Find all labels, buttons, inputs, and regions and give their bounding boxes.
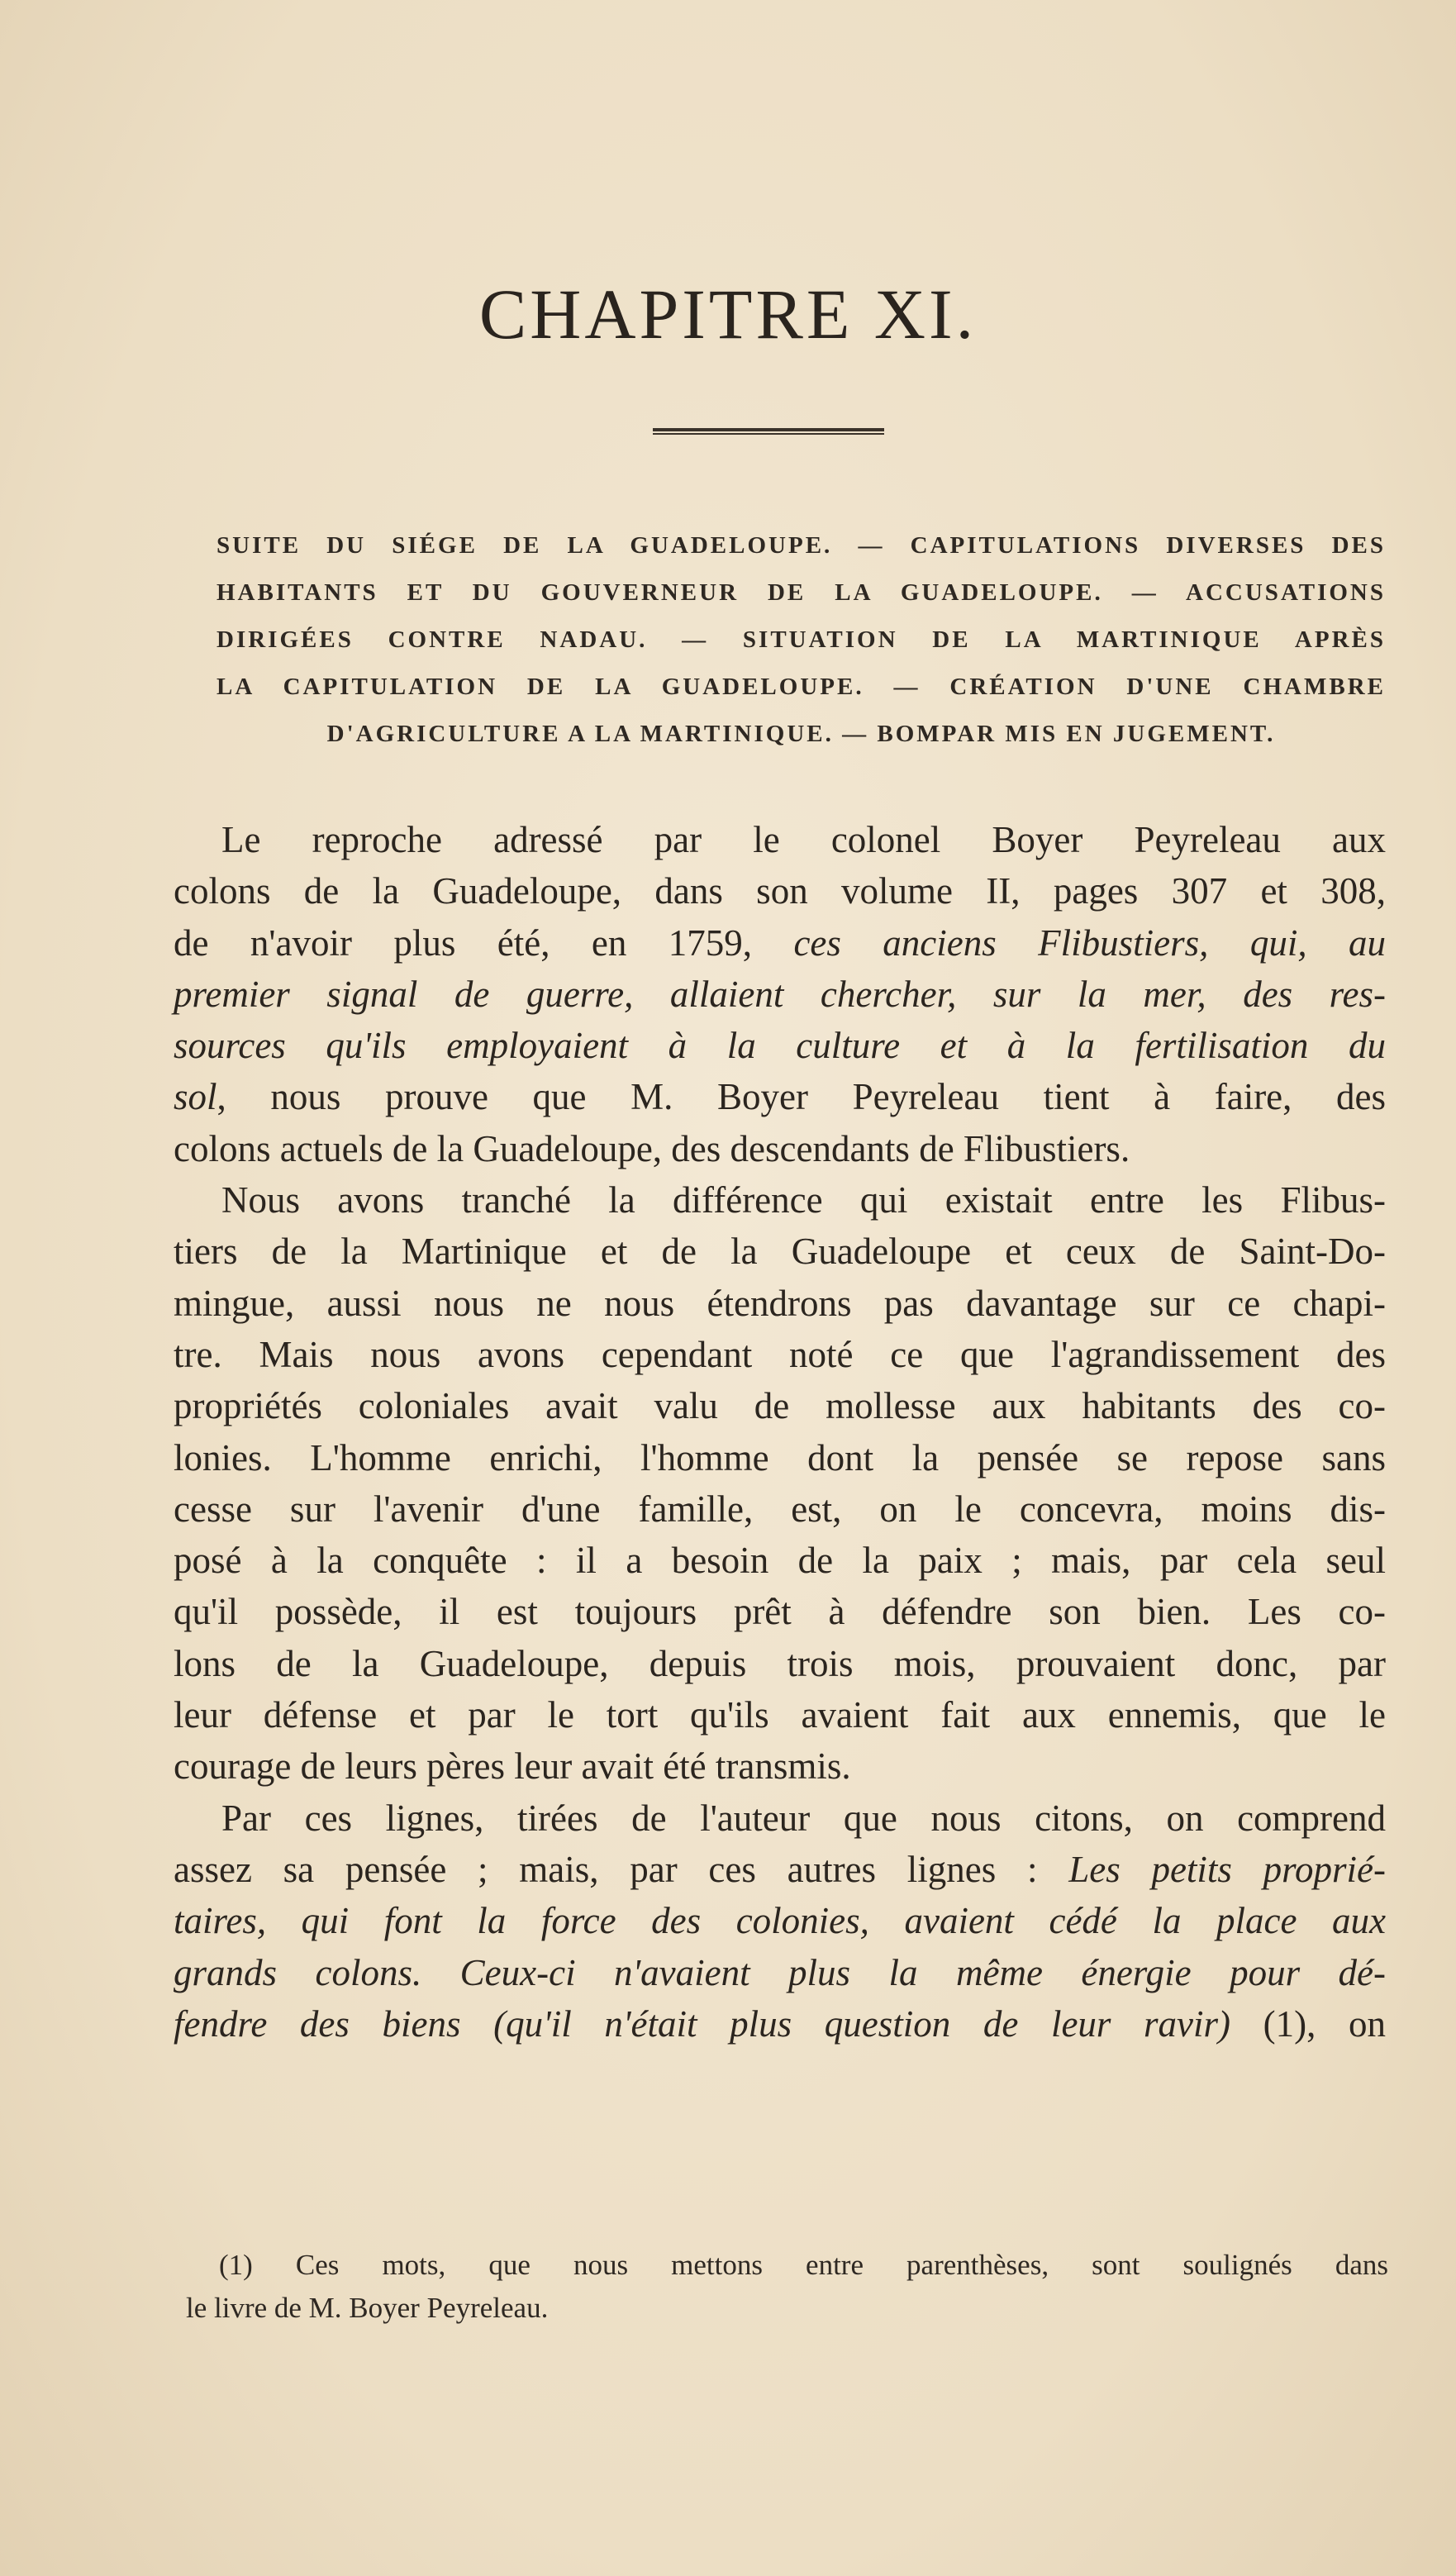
summary-line: DIRIGÉES CONTRE NADAU. — SITUATION DE LA MARTINIQUE APRÈS <box>216 626 1386 653</box>
body-line <box>174 1947 1386 1998</box>
quotation-span: premier signal de guerre, allaient chercher, sur la mer, des res- <box>174 973 1386 1015</box>
body-line: courage de leurs pères leur avait été transmis. <box>174 1745 851 1788</box>
body-line: colons de la Guadeloupe, dans son volume II, pages 307 et 308, <box>174 870 1386 912</box>
body-line <box>174 1895 1386 1946</box>
footnote-line: le livre de M. Boyer Peyreleau. <box>186 2292 549 2324</box>
body-line: mingue, aussi nous ne nous étendrons pas davantage sur ce chapi- <box>174 1282 1386 1324</box>
summary-line: D'AGRICULTURE A LA MARTINIQUE. — BOMPAR MIS EN JUGEMENT. <box>326 721 1276 747</box>
body-line: Par ces lignes, tirées de l'auteur que nous citons, on comprend <box>221 1797 1386 1839</box>
quotation-span: fendre des biens <box>174 2002 494 2045</box>
footnote <box>186 2244 1388 2330</box>
body-text <box>174 814 1386 2050</box>
quotation-span: grands colons. Ceux-ci n'avaient plus la même énergie pour dé- <box>174 1951 1386 1993</box>
summary-line: HABITANTS ET DU GOUVERNEUR DE LA GUADELOUPE. — ACCUSATIONS <box>216 579 1386 606</box>
body-line: tre. Mais nous avons cependant noté ce que l'agrandissement des <box>174 1333 1386 1375</box>
quotation-span: ces anciens Flibustiers, qui, au <box>793 921 1386 964</box>
body-line: cesse sur l'avenir d'une famille, est, on le concevra, moins dis- <box>174 1488 1386 1530</box>
body-line <box>174 1998 1386 2050</box>
chapter-title: CHAPITRE XI. <box>478 274 978 354</box>
footnote-line: (1) Ces mots, que nous mettons entre parenthèses, sont soulignés dans <box>219 2249 1388 2281</box>
body-line: propriétés coloniales avait valu de mollesse aux habitants des co- <box>174 1385 1386 1427</box>
quotation-span: taires, qui font la force des colonies, avaient cédé la place aux <box>174 1900 1386 1942</box>
summary-line: SUITE DU SIÉGE DE LA GUADELOUPE. — CAPITULATIONS DIVERSES DES <box>216 532 1386 559</box>
quotation-span: Les petits proprié- <box>1068 1848 1386 1890</box>
body-line: posé à la conquête : il a besoin de la paix ; mais, par cela seul <box>174 1540 1386 1582</box>
body-line: Le reproche adressé par le colonel Boyer Peyreleau aux <box>221 819 1386 860</box>
body-line: Nous avons tranché la différence qui existait entre les Flibus- <box>221 1179 1386 1221</box>
footnote-reference: (1), on <box>1230 2002 1387 2045</box>
body-line: leur défense et par le tort qu'ils avaient fait aux ennemis, que le <box>174 1694 1386 1736</box>
quotation-span: (qu'il n'était plus question de leur ravir) <box>493 2002 1231 2045</box>
body-line: colons actuels de la Guadeloupe, des descendants de Flibustiers. <box>174 1127 1130 1169</box>
body-text-span: de n'avoir plus été, en 1759, <box>174 921 794 964</box>
body-line <box>174 1020 1386 1071</box>
body-line: qu'il possède, il est toujours prêt à défendre son bien. Les co- <box>174 1591 1386 1633</box>
body-line: tiers de la Martinique et de la Guadeloupe et ceux de Saint-Do- <box>174 1231 1386 1273</box>
body-line <box>174 917 1386 969</box>
summary-line: LA CAPITULATION DE LA GUADELOUPE. — CRÉATION D'UNE CHAMBRE <box>216 674 1386 700</box>
quotation-span: sources qu'ils employaient à la culture et à la fertilisation du <box>174 1025 1386 1067</box>
body-line <box>174 1844 1386 1895</box>
body-line: lons de la Guadeloupe, depuis trois mois, prouvaient donc, par <box>174 1642 1386 1684</box>
body-line <box>174 969 1386 1020</box>
quotation-span: sol <box>174 1076 217 1118</box>
body-text-span: assez sa pensée ; mais, par ces autres lignes : <box>174 1848 1069 1890</box>
body-line <box>174 1071 1386 1122</box>
chapter-summary <box>216 522 1386 758</box>
title-rule <box>653 428 884 435</box>
body-line: lonies. L'homme enrichi, l'homme dont la pensée se repose sans <box>174 1436 1386 1478</box>
body-text-span: , nous prouve que M. Boyer Peyreleau tient à faire, des <box>216 1076 1386 1118</box>
